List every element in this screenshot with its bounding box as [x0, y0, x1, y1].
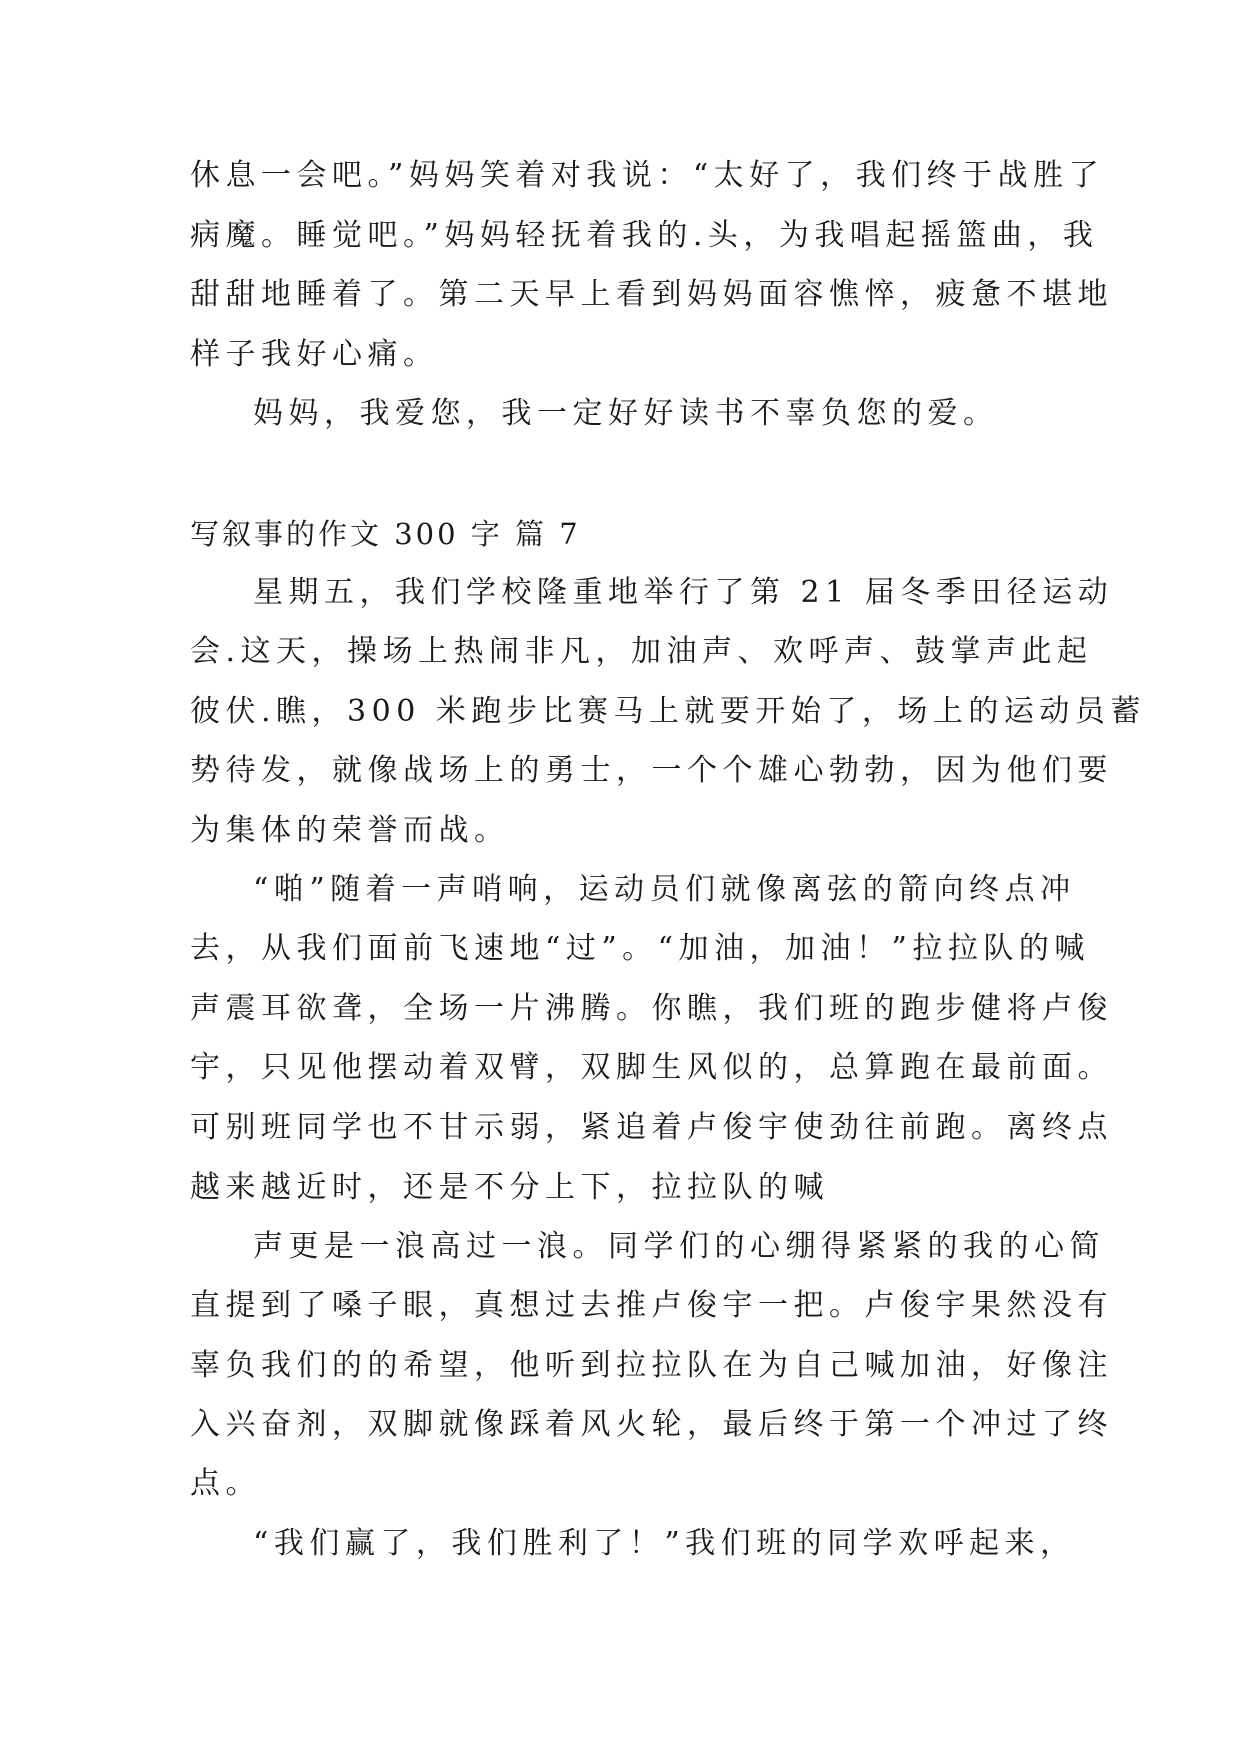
body-text-line: 越来越近时，还是不分上下，拉拉队的喊	[190, 1170, 829, 1205]
body-text-line: 妈妈，我爱您，我一定好好读书不辜负您的爱。	[253, 396, 999, 431]
body-text-line: 可别班同学也不甘示弱，紧追着卢俊宇使劲往前跑。离终点	[190, 1110, 1113, 1145]
body-text-line: “我们赢了，我们胜利了！”我们班的同学欢呼起来，	[253, 1526, 1076, 1561]
body-text-line: 休息一会吧。”妈妈笑着对我说：“太好了，我们终于战胜了	[190, 158, 1105, 193]
body-text-line: 宇，只见他摆动着双臂，双脚生风似的，总算跑在最前面。	[190, 1050, 1113, 1085]
body-text-line: 点。	[190, 1466, 261, 1501]
section-heading: 写叙事的作文 300 字 篇 7	[190, 517, 581, 551]
body-text-line: 声震耳欲聋，全场一片沸腾。你瞧，我们班的跑步健将卢俊	[190, 991, 1113, 1026]
body-text-line: 样子我好心痛。	[190, 337, 439, 372]
body-text-line: 声更是一浪高过一浪。同学们的心绷得紧紧的我的心简	[253, 1229, 1105, 1264]
body-text-line: 辜负我们的的希望，他听到拉拉队在为自己喊加油，好像注	[190, 1348, 1113, 1383]
body-text-line: 势待发，就像战场上的勇士，一个个雄心勃勃，因为他们要	[190, 753, 1113, 788]
body-text-line: 直提到了嗓子眼，真想过去推卢俊宇一把。卢俊宇果然没有	[190, 1288, 1113, 1323]
body-text-line: 甜甜地睡着了。第二天早上看到妈妈面容憔悴，疲惫不堪地	[190, 277, 1113, 312]
body-text-line: 入兴奋剂，双脚就像踩着风火轮，最后终于第一个冲过了终	[190, 1407, 1113, 1442]
body-text-line: 彼伏.瞧，300 米跑步比赛马上就要开始了，场上的运动员蓄	[190, 694, 1146, 729]
body-text-line: 去，从我们面前飞速地“过”。“加油，加油！”拉拉队的喊	[190, 931, 1090, 966]
body-text-line: 会.这天，操场上热闹非凡，加油声、欢呼声、鼓掌声此起	[190, 634, 1093, 669]
body-text-line: 为集体的荣誉而战。	[190, 813, 510, 848]
body-text-line: 病魔。睡觉吧。”妈妈轻抚着我的.头，为我唱起摇篮曲，我	[190, 218, 1099, 253]
body-text-line: 星期五，我们学校隆重地举行了第 21 届冬季田径运动	[253, 575, 1114, 610]
body-text-line: “啪”随着一声哨响，运动员们就像离弦的箭向终点冲	[253, 872, 1076, 907]
